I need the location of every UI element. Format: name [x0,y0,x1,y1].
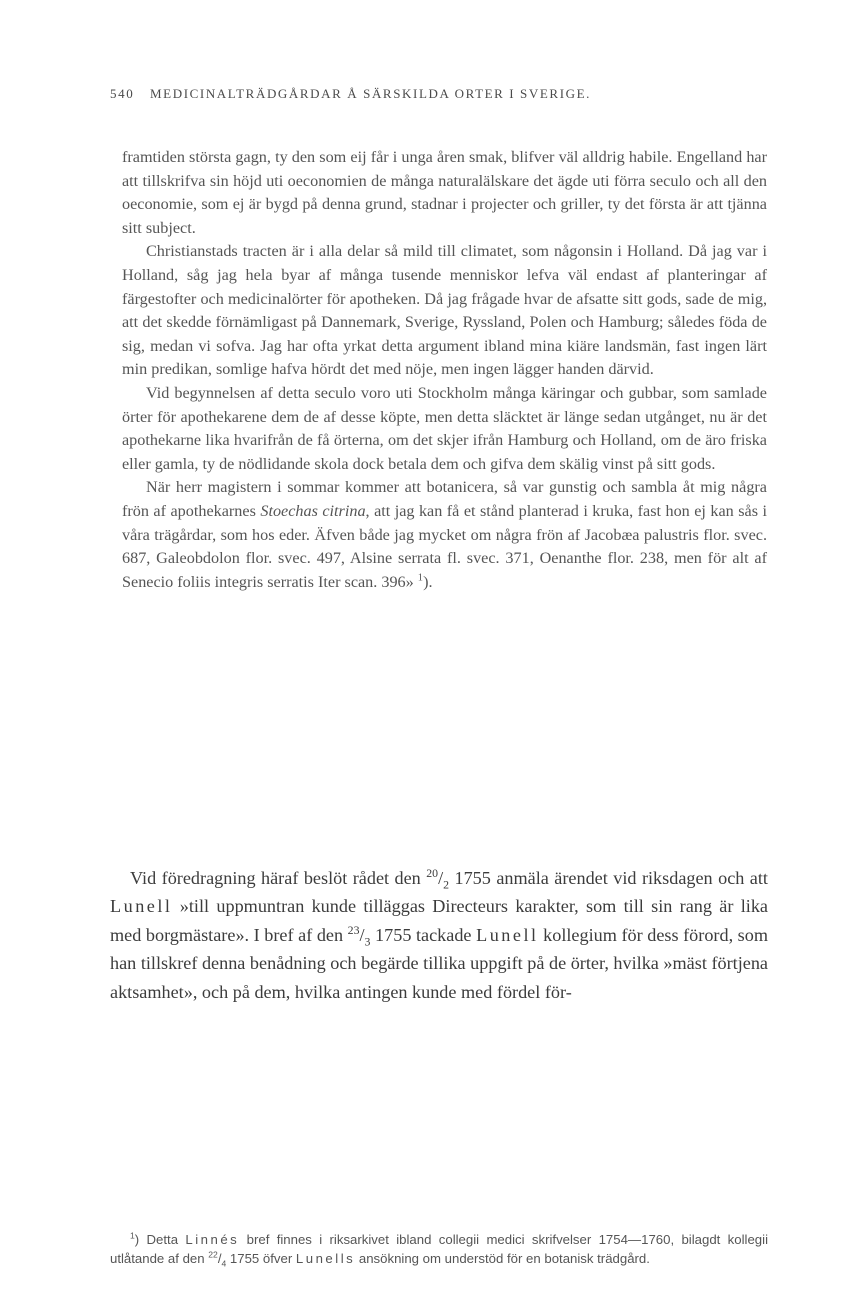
body-text-run: »till uppmuntran kunde tilläggas Directeurs karakter, som till sin rang är lika med borgmästare». I bref af den [110,896,768,945]
body-text-run: kollegium för dess förord, som han tillskref denna benådning och begärde tillika uppgift på de örter, hvilka »mäst förtjena aktsamhet», och på dem, hvilka antingen kunde med fördel för- [110,924,768,1002]
quote-text: När herr magistern i sommar kommer att botanicera, så var gunstig och sambla åt mig några frön af apothekarnes [122,478,767,520]
body-text-run: Vid föredragning häraf beslöt rådet den [130,868,427,888]
footnote-text: ) Detta [134,1232,186,1247]
quoted-letter [122,146,767,594]
person-name: Linnés [185,1232,240,1247]
quote-paragraph: Christianstads tracten är i alla delar så mild till climatet, som någonsin i Holland. Då jag var i Holland, såg jag hela byar af många tusende menniskor lefva väl endast af planteringar af färgestofter och medicinalörter för apotheken. Då jag frågade hvar de afsatte sitt gods, sade de mig, att det skedde förnämligast på Dannemark, Sverige, Ryssland, Polen och Hamburg; således föda de sig, medan vi sofva. Jag har ofta yrkat detta argument ibland mina kiäre landsmän, fast ingen lärt min predikan, somlige hafva hördt det med nöje, men ingen lägger handen därvid. [122,242,767,379]
footnote-marker: 1 [130,1230,135,1241]
body-text-run: 1755 tackade [370,924,477,945]
footnote-paragraph: $^1$) Detta Linnés bref finnes i riksarkivet ibland collegii medici skrifvelser 1754—1760, bilagdt kollegii utlåtande af den $^{22}/_4$ 1755 öfver Lunells ansökning om understöd för en botanisk trädgård. [110,1230,768,1270]
date-numerator: 22 [208,1250,218,1261]
body-text-run: 1755 anmäla ärendet vid riksdagen och att [449,868,768,888]
footnote-reference: 1 [417,572,424,584]
quote-text: ). [423,572,433,591]
body-paragraph: Vid föredragning häraf beslöt rådet den $^{20}/_2$ 1755 anmäla ärendet vid riksdagen och att Lunell »till uppmuntran kunde tilläggas Directeurs karakter, som till sin rang är lika med borgmästare». I bref af den $^{23}/_3$ 1755 tackade Lunell kollegium för dess förord, som han tillskref denna benådning och begärde tillika uppgift på de örter, hvilka »mäst förtjena aktsamhet», och på dem, hvilka antingen kunde med fördel för- [110,865,768,1002]
person-name: Lunell [110,896,173,917]
footnote-text: bref finnes i riksarkivet ibland collegii medici skrifvelser 1754—1760, bilagdt kollegii utlåtande af den [110,1232,768,1267]
footnote-text: 1755 öfver [226,1251,296,1267]
species-name: Stoechas citrina [260,501,366,520]
quote-paragraph: Vid begynnelsen af detta seculo voro uti Stockholm många käringar och gubbar, som samlade örter för apothekarene dem de af desse köpte, men detta släcktet är länge sedan utgånget, nu är det apothekarne lika hvarifrån de få örterna, om det skjer ifrån Hamburg och Holland, om de äro friska eller gamla, ty de nödlidande skola dock betala dem och gifva dem skälig vinst på sitt gods. [122,383,767,473]
quote-text: , att jag kan få et stånd planterad i kruka, fast hon ej kan sås i våra trägårdar, som hos eder. Äfven både jag mycket om några frön af Jacobæa palustris flor. svec. 687, Galeobdolon flor. svec. 497, Alsine serrata fl. svec. 371, Oenanthe flor. 238, men för alt af Senecio foliis integris serratis Iter scan. 396» [122,501,767,591]
footnote [110,1230,768,1269]
date-numerator: 23 [347,922,360,937]
quote-paragraph: framtiden största gagn, ty den som eij får i unga åren smak, blifver väl alldrig habile. Engelland har att tillskrifva sin höjd uti oeconomien de många naturalälskare det ägde uti förra seculo och all den oeconomie, som ej är bygd på denna grund, stadnar i projecter och griller, ty det första är att tjänna sitt subject. [122,148,767,237]
date-denominator: 4 [221,1259,227,1270]
body-text [110,864,768,1006]
running-title: MEDICINALTRÄDGÅRDAR Å SÄRSKILDA ORTER I SVERIGE. [150,86,591,101]
person-name: Lunells [295,1251,356,1267]
date-denominator: 2 [443,877,450,892]
page-number: 540 [110,86,135,101]
date-numerator: 20 [426,865,439,880]
person-name: Lunell [476,924,539,945]
date-denominator: 3 [364,934,371,949]
footnote-text: ansökning om understöd för en botanisk trädgård. [355,1251,650,1267]
quote-paragraph [122,476,767,594]
running-head [110,86,770,108]
